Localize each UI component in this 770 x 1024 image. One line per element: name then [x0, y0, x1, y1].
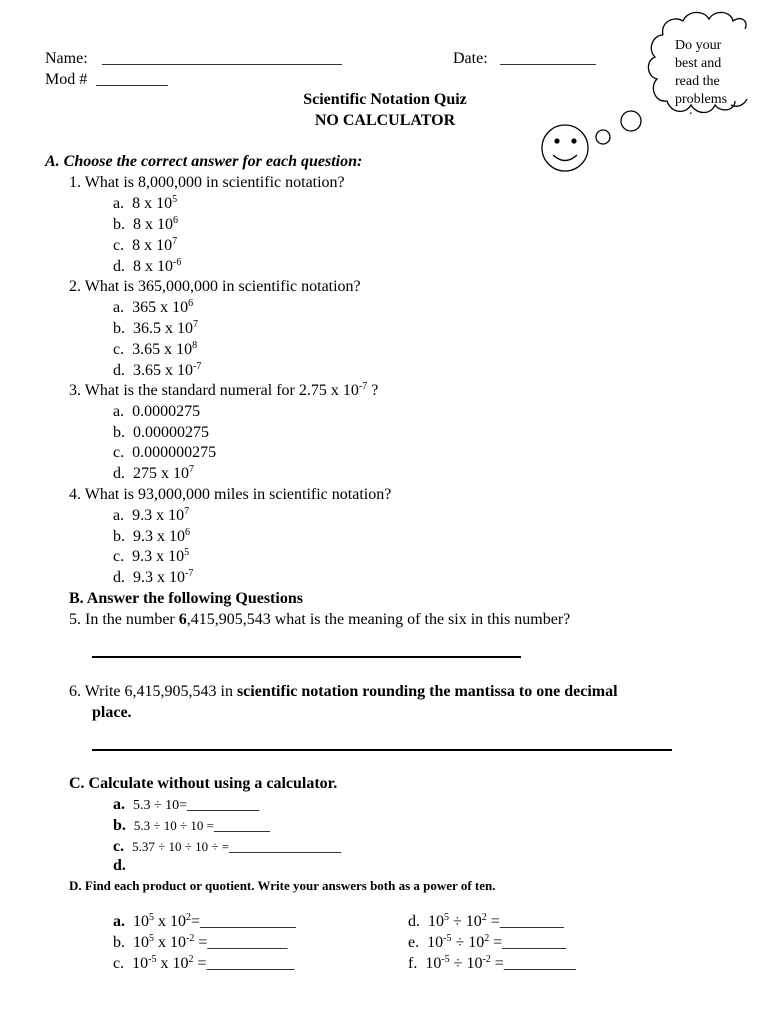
cloud-line-5: .: [689, 103, 693, 118]
d-item-c[interactable]: c. $10^{-5}$ x $10^2$ =___________: [113, 954, 295, 972]
q1-option-d[interactable]: d. 8 x $10^{-6}$: [113, 257, 182, 275]
question-6: 6. Write 6,415,905,543 in scientific notation rounding the mantissa to one decimal: [69, 683, 618, 700]
q3-option-d[interactable]: d. 275 x $10^7$: [113, 464, 194, 482]
q4-option-b[interactable]: b. 9.3 x $10^6$: [113, 527, 190, 545]
mod-label: Mod #: [45, 71, 88, 88]
q2-option-d[interactable]: d. 3.65 x $10^{-7}$: [113, 361, 202, 379]
section-b-heading: B. Answer the following Questions: [69, 590, 303, 607]
question-5: 5. In the number 6,415,905,543 what is the meaning of the six in this number?: [69, 611, 571, 628]
q4-option-a[interactable]: a. 9.3 x $10^7$: [113, 506, 190, 524]
c-item-b[interactable]: b. 5.3 ÷ 10 ÷ 10 =_______: [113, 817, 271, 834]
d-item-b[interactable]: b. $10^5$ x $10^{-2}$ =__________: [113, 933, 288, 951]
q1-option-c[interactable]: c. 8 x $10^7$: [113, 236, 178, 254]
name-blank[interactable]: ______________________________: [102, 50, 342, 67]
q1-option-a[interactable]: a. 8 x $10^5$: [113, 194, 178, 212]
q6-answer-line[interactable]: [92, 749, 672, 751]
d-item-a[interactable]: a. $10^5$ x $10^2=\_\_\_\_\_\_\_\_\_\_\_\_$: [113, 912, 297, 930]
cloud-line-3: read the: [675, 74, 720, 89]
cloud-line-4: problems: [675, 92, 728, 107]
cloud-line-1: Do your: [675, 38, 722, 53]
name-label: Name:: [45, 50, 88, 67]
q4-option-c[interactable]: c. 9.3 x $10^5$: [113, 547, 190, 565]
date-label: Date:: [453, 50, 488, 67]
section-d-heading: D. Find each product or quotient. Write your answers both as a power of ten.: [69, 878, 496, 893]
section-c-heading: C. Calculate without using a calculator.: [69, 775, 338, 792]
q4-option-d[interactable]: d. 9.3 x $10^{-7}$: [113, 568, 194, 586]
q5-answer-line[interactable]: [92, 656, 521, 658]
d-item-f[interactable]: f. $10^{-5} \div 10^{-2}$ =_________: [408, 954, 576, 972]
cloud-line-2: best and: [675, 56, 722, 71]
mod-blank[interactable]: _________: [96, 71, 168, 88]
thought-cloud-icon: [535, 5, 760, 175]
d-item-e[interactable]: e. $10^{-5} \div 10^2$ =________: [408, 933, 567, 951]
page-subtitle: NO CALCULATOR: [314, 112, 456, 129]
q1-option-b[interactable]: b. 8 x $10^6$: [113, 215, 178, 233]
question-4: 4. What is 93,000,000 miles in scientific notation?: [69, 486, 392, 503]
date-blank[interactable]: ____________: [500, 50, 596, 67]
page-title: Scientific Notation Quiz: [303, 91, 467, 108]
c-item-c[interactable]: c. 5.37 ÷ 10 ÷ 10 ÷ =______________: [113, 838, 342, 855]
question-6-line-2: place.: [92, 704, 132, 721]
q2-option-b[interactable]: b. 36.5 x $10^7$: [113, 319, 198, 337]
q3-option-c[interactable]: c. 0.000000275: [113, 444, 217, 461]
question-2: 2. What is 365,000,000 in scientific notation?: [69, 278, 361, 295]
d-item-d[interactable]: d. $10^5 \div 10^2$ =________: [408, 912, 564, 930]
question-1: 1. What is 8,000,000 in scientific notation?: [69, 174, 345, 191]
q2-option-a[interactable]: a. 365 x $10^6$: [113, 298, 194, 316]
q2-option-c[interactable]: c. 3.65 x $10^8$: [113, 340, 198, 358]
c-item-d[interactable]: d.: [113, 857, 126, 874]
section-a-heading: A. Choose the correct answer for each question:: [45, 153, 363, 170]
q3-option-a[interactable]: a. 0.0000275: [113, 403, 201, 420]
q3-option-b[interactable]: b. 0.00000275: [113, 424, 209, 441]
c-item-a[interactable]: a. 5.3 ÷ 10=_________: [113, 796, 260, 813]
question-3: 3. What is the standard numeral for 2.75 x $10^{-7}$ ?: [69, 381, 379, 399]
